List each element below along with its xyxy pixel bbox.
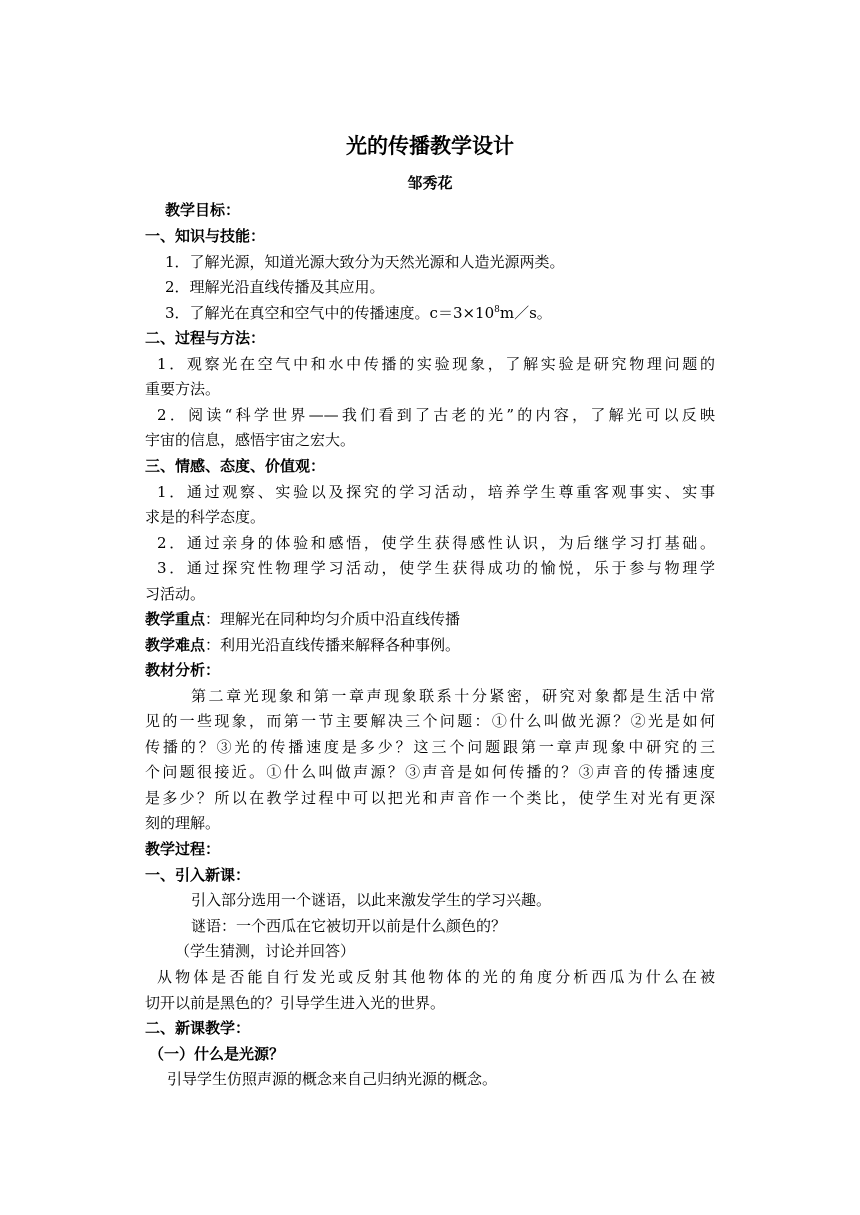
part1-line2: 谜语：一个西瓜在它被切开以前是什么颜色的？ <box>191 917 507 935</box>
section1-item1: 1．了解光源，知道光源大致分为天然光源和人造光源两类。 <box>165 253 565 271</box>
difficulty-label: 教学难点 <box>145 636 206 654</box>
section1-heading: 一、知识与技能： <box>145 227 266 245</box>
difficulty <box>145 635 715 655</box>
goals-heading: 教学目标： <box>165 201 241 219</box>
section2-item2-line1: 2．阅读“科学世界——我们看到了古老的光”的内容，了解光可以反映 <box>157 406 715 424</box>
difficulty-text: ：利用光沿直线传播来解释各种事例。 <box>205 636 461 654</box>
analysis-heading: 教材分析： <box>145 661 221 679</box>
document-author: 邹秀花 <box>407 174 453 192</box>
analysis-line3: 传播的？③光的传播速度是多少？这三个问题跟第一章声现象中研究的三 <box>145 738 715 756</box>
section2-item2-line2: 宇宙的信息，感悟宇宙之宏大。 <box>145 431 356 449</box>
analysis-line4: 个问题很接近。①什么叫做声源？③声音是如何传播的？③声音的传播速度 <box>145 763 715 781</box>
key-point-label: 教学重点 <box>145 610 206 628</box>
section1-item3-exponent: 8 <box>494 305 500 315</box>
analysis-line5: 是多少？所以在教学过程中可以把光和声音作一个类比，使学生对光有更深 <box>145 789 715 807</box>
part2-sub1: （一）什么是光源？ <box>149 1045 285 1063</box>
section3-item3-line2: 习活动。 <box>145 585 206 603</box>
analysis-line6: 刻的理解。 <box>145 814 221 832</box>
part2-line1: 引导学生仿照声源的概念来自己归纳光源的概念。 <box>167 1070 498 1088</box>
section1-item3-post: m／s。 <box>499 304 552 322</box>
key-point <box>145 609 715 629</box>
section2-heading: 二、过程与方法： <box>145 329 266 347</box>
section3-heading: 三、情感、态度、价值观： <box>145 457 326 475</box>
part1-line4: 从物体是否能自行发光或反射其他物体的光的角度分析西瓜为什么在被 <box>157 968 715 986</box>
section3-item1-line1: 1．通过观察、实验以及探究的学习活动，培养学生尊重客观事实、实事 <box>157 483 715 501</box>
analysis-line2: 见的一些现象，而第一节主要解决三个问题：①什么叫做光源？②光是如何 <box>145 712 715 730</box>
section1-item3-pre: 3．了解光在真空和空气中的传播速度。c＝3×10 <box>165 304 495 322</box>
analysis-line1: 第二章光现象和第一章声现象联系十分紧密，研究对象都是生活中常 <box>191 687 715 705</box>
section3-item2: 2．通过亲身的体验和感悟，使学生获得感性认识，为后继学习打基础。 <box>157 534 715 552</box>
section2-item1-line2: 重要方法。 <box>145 380 221 398</box>
part1-line3: （学生猜测，讨论并回答） <box>175 942 356 960</box>
document-title: 光的传播教学设计 <box>346 134 514 158</box>
key-point-text: ：理解光在同种均匀介质中沿直线传播 <box>205 610 461 628</box>
section3-item3-line1: 3．通过探究性物理学习活动，使学生获得成功的愉悦，乐于参与物理学 <box>157 559 715 577</box>
section2-item1-line1: 1．观察光在空气中和水中传播的实验现象，了解实验是研究物理问题的 <box>157 355 715 373</box>
section1-item2: 2．理解光沿直线传播及其应用。 <box>165 278 385 296</box>
process-heading: 教学过程： <box>145 840 221 858</box>
part2-heading: 二、新课教学： <box>145 1019 251 1037</box>
section3-item1-line2: 求是的科学态度。 <box>145 508 266 526</box>
part1-line1: 引入部分选用一个谜语，以此来激发学生的学习兴趣。 <box>191 891 552 909</box>
section1-item3 <box>165 303 735 323</box>
part1-line5: 切开以前是黑色的？引导学生进入光的世界。 <box>145 994 446 1012</box>
part1-heading: 一、引入新课： <box>145 866 251 884</box>
